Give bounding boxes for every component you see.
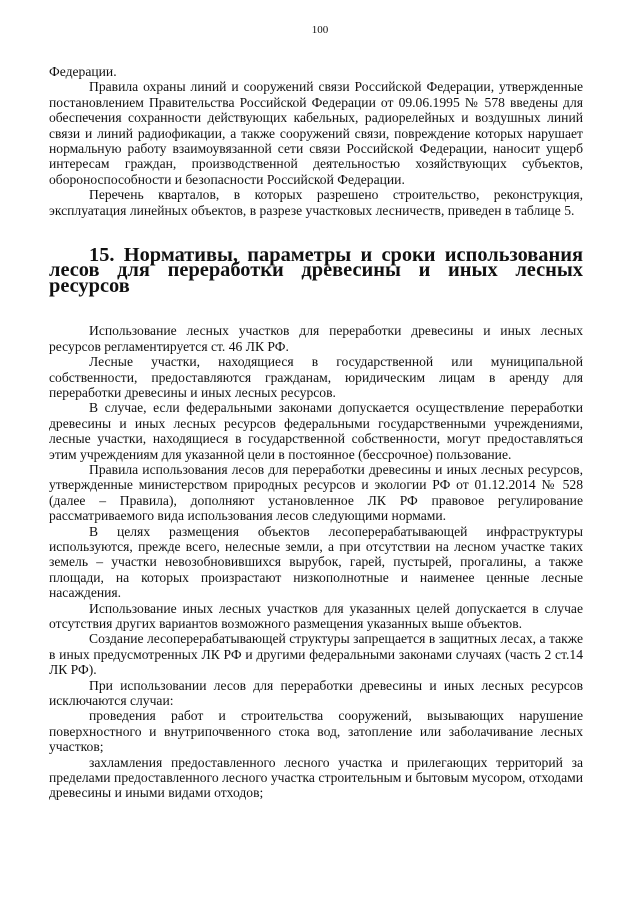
list-item-littering: захламления предоставленного лесного участка и прилегающих территорий за пределами предоставленного лесного участка строительным и бытовым мусором, отходами древесины и иными видами отходов; <box>49 754 583 801</box>
paragraph-prohibition: Создание лесоперерабатывающей структуры запрещается в защитных лесах, а также в иных предусмотренных ЛК РФ и другими федеральными законами случаях (часть 2 ст.14 ЛК РФ). <box>49 631 583 678</box>
paragraph-continuation: Федерации. <box>49 64 117 79</box>
paragraph-excluded-cases: При использовании лесов для переработки древесины и иных лесных ресурсов исключаются случаи: <box>49 677 583 709</box>
paragraph-permanent-use: В случае, если федеральными законами допускается осуществление переработки древесины и иных лесных ресурсов федеральными государственными учреждениями, лесные участки, находящиеся в государственной собственности, могут предоставляться этим учреждениям для указанной цели в постоянное (бессрочное) пользование. <box>49 400 583 462</box>
paragraph-communication-rules: Правила охраны линий и сооружений связи Российской Федерации, утвержденные постановлением Правительства Российской Федерации от 09.06.1995 № 578 введены для обеспечения сохранности действующих кабельных, радиорелейных и воздушных линий связи и линий радиофикации, а также сооружений связи, повреждение которых нарушает нормальную работу взаимоувязанной сети связи Российской Федерации, наносит ущерб интересам граждан, производственной деятельностью хозяйствующих субъектов, обороноспособности и безопасности Российской Федерации. <box>49 79 583 187</box>
paragraph-rules: Правила использования лесов для переработки древесины и иных лесных ресурсов, утвержденные министерством природных ресурсов и экологии РФ от 01.12.2014 № 528 (далее – Правила), дополняют установленное ЛК РФ правовое регулирование рассматриваемого вида использования лесов следующими нормами. <box>49 461 583 524</box>
paragraph-other-plots: Использование иных лесных участков для указанных целей допускается в случае отсутствия других вариантов возможного размещения указанных выше объектов. <box>49 600 583 631</box>
paragraph-infrastructure-placement: В целях размещения объектов лесоперерабатывающей инфраструктуры используются, прежде всего, нелесные земли, а при отсутствии на лесном участке таких земель – участки невозобновившихся вырубок, гарей, пустырей, прогалины, а также площади, на которых произрастают низкополнотные и наименее ценные лесные насаждения. <box>49 523 583 601</box>
list-item-water-runoff: проведения работ и строительства сооружений, вызывающих нарушение поверхностного и внутрипочвенного стока вод, затопление или заболачивание лесных участков; <box>49 708 583 755</box>
page-number: 100 <box>311 24 329 36</box>
paragraph-legal-basis: Использование лесных участков для переработки древесины и иных лесных ресурсов регламентируется ст. 46 ЛК РФ. <box>49 323 583 354</box>
paragraph-quarters-list: Перечень кварталов, в которых разрешено строительство, реконструкция, эксплуатация линейных объектов, в разрезе участковых лесничеств, приведен в таблице 5. <box>49 187 583 218</box>
paragraph-lease: Лесные участки, находящиеся в государственной или муниципальной собственности, предоставляются гражданам, юридическим лицам в аренду для переработки древесины и иных лесных ресурсов. <box>49 354 583 400</box>
page-content <box>49 64 583 801</box>
section-heading: 15. Нормативы, параметры и сроки использования лесов для переработки древесины и иных лесных ресурсов <box>49 244 583 297</box>
